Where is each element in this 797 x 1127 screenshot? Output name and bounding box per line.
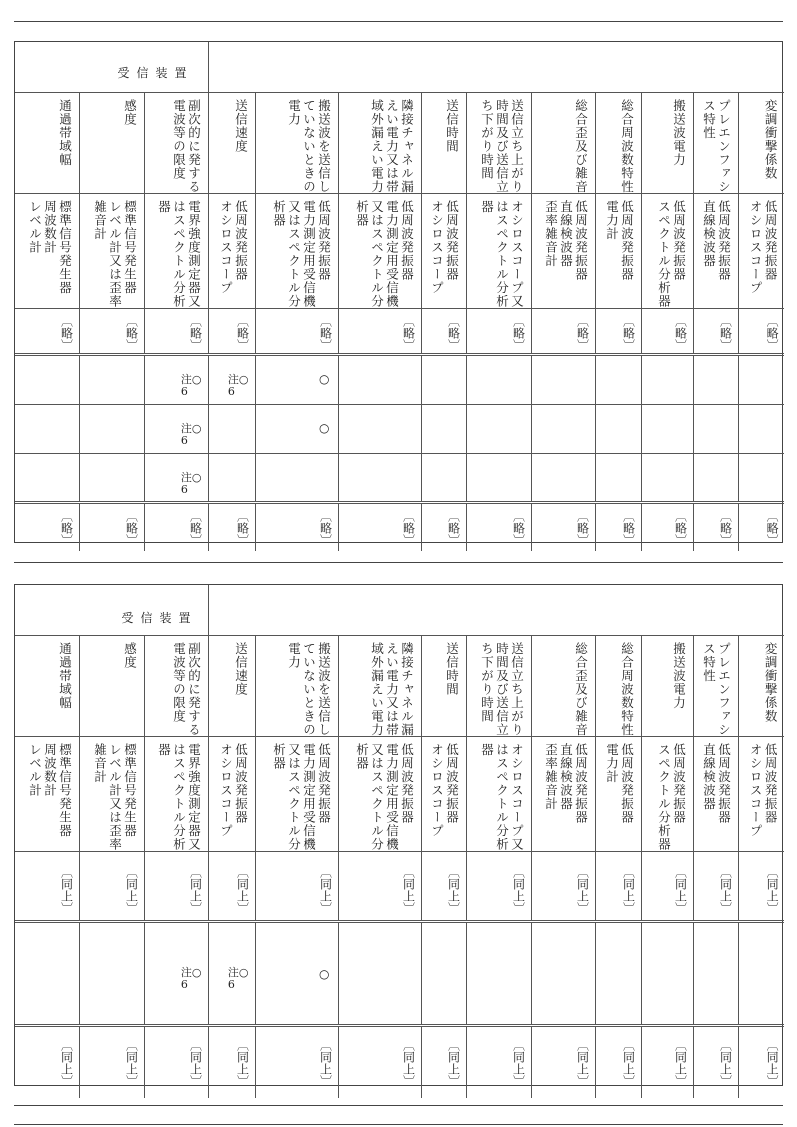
marker: 〔同上〕 — [575, 1039, 590, 1087]
instrument-cell: 電界強度測定器又 はスペクトル分析 器 — [156, 743, 202, 851]
item-header: 送信立ち上がり 時間及び送信立 ち下がり時間 — [479, 98, 525, 193]
item-header: 総合歪及び雑音 — [573, 98, 589, 193]
item-header: 副次的に発する 電波等の限度 — [171, 641, 202, 736]
note-6: 注○ 6 — [227, 966, 249, 991]
marker: 〔同上〕 — [401, 1039, 416, 1087]
item-header: 送信時間 — [444, 98, 460, 153]
marker: 〔同上〕 — [124, 1039, 139, 1087]
item-header: 隣接チャネル漏 えい電力又は帯 域外漏えい電力 — [369, 641, 415, 736]
marker: 〔同上〕 — [718, 866, 733, 914]
instrument-cell: 低周波発振器 直線検波器 — [701, 200, 732, 281]
system-label: 受信装置 — [117, 66, 194, 80]
applicable-mark: ○ — [319, 967, 330, 981]
note-6: 注○ 6 — [180, 471, 202, 496]
note-6: 注○ 6 — [227, 373, 249, 398]
marker: 〔同上〕 — [718, 1039, 733, 1087]
instrument-cell: 低周波発振器 オシロスコープ — [748, 743, 779, 838]
bottom-rule-1 — [14, 1105, 783, 1106]
marker: 〔略〕 — [235, 315, 250, 351]
item-header: プレエンファシ ス特性 — [701, 98, 732, 193]
instrument-cell: 低周波発振器 電力測定用受信機 又はスペクトル分 析器 — [354, 200, 415, 308]
marker: 〔略〕 — [673, 510, 688, 546]
marker: 〔同上〕 — [765, 866, 780, 914]
marker: 〔同上〕 — [235, 866, 250, 914]
item-header: 変調衝撃係数 — [763, 98, 779, 180]
instrument-cell: 標準信号発生器 レベル計又は歪率 雑音計 — [92, 200, 138, 308]
item-header: 送信速度 — [233, 98, 249, 153]
item-header: 感度 — [122, 98, 138, 126]
instrument-cell: 標準信号発生器 レベル計又は歪率 雑音計 — [92, 743, 138, 851]
instrument-cell: オシロスコープ又 はスペクトル分析 器 — [479, 743, 525, 851]
item-header: 送信速度 — [233, 641, 249, 696]
marker: 〔同上〕 — [124, 866, 139, 914]
marker: 〔略〕 — [188, 315, 203, 351]
item-header: 感度 — [122, 641, 138, 669]
marker: 〔略〕 — [401, 510, 416, 546]
marker: 〔略〕 — [318, 510, 333, 546]
instrument-cell: 低周波発振器 電力計 — [604, 200, 635, 281]
instrument-cell: 標準信号発生器 周波数計 レベル計 — [27, 743, 73, 838]
marker: 〔略〕 — [188, 510, 203, 546]
marker: 〔略〕 — [718, 315, 733, 351]
instrument-cell: 標準信号発生器 周波数計 レベル計 — [27, 200, 73, 295]
instrument-cell: 低周波発振器 オシロスコープ — [748, 200, 779, 295]
marker: 〔同上〕 — [318, 1039, 333, 1087]
instrument-cell: 低周波発振器 オシロスコープ — [429, 743, 460, 838]
marker: 〔同上〕 — [401, 866, 416, 914]
item-header: 総合周波数特性 — [619, 641, 635, 736]
item-header: 副次的に発する 電波等の限度 — [171, 98, 202, 193]
marker: 〔略〕 — [765, 510, 780, 546]
instrument-cell: 低周波発振器 オシロスコープ — [218, 200, 249, 295]
applicable-mark: ○ — [319, 372, 330, 386]
marker: 〔略〕 — [621, 315, 636, 351]
marker: 〔同上〕 — [621, 866, 636, 914]
equipment-table-1 — [14, 41, 783, 546]
item-header: 変調衝撃係数 — [763, 641, 779, 723]
marker: 〔略〕 — [511, 510, 526, 546]
note-6: 注○ 6 — [180, 373, 202, 398]
instrument-cell: オシロスコープ又 はスペクトル分析 器 — [479, 200, 525, 308]
marker: 〔略〕 — [575, 510, 590, 546]
marker: 〔同上〕 — [446, 866, 461, 914]
marker: 〔同上〕 — [188, 1039, 203, 1087]
applicable-mark: ○ — [319, 421, 330, 435]
item-header: 総合歪及び雑音 — [573, 641, 589, 736]
item-header: 搬送波を送信し ていないときの 電力 — [286, 641, 332, 736]
marker: 〔略〕 — [59, 510, 74, 546]
instrument-cell: 低周波発振器 電力測定用受信機 又はスペクトル分 析器 — [354, 743, 415, 851]
item-header: 隣接チャネル漏 えい電力又は帯 域外漏えい電力 — [369, 98, 415, 193]
instrument-cell: 低周波発振器 直線検波器 — [701, 743, 732, 824]
marker: 〔略〕 — [621, 510, 636, 546]
marker: 〔同上〕 — [235, 1039, 250, 1087]
bottom-rule-2 — [14, 1124, 783, 1125]
marker: 〔同上〕 — [673, 1039, 688, 1087]
instrument-cell: 低周波発振器 オシロスコープ — [218, 743, 249, 838]
marker: 〔同上〕 — [188, 866, 203, 914]
item-header: 送信時間 — [444, 641, 460, 696]
marker: 〔同上〕 — [511, 866, 526, 914]
instrument-cell: 低周波発振器 オシロスコープ — [429, 200, 460, 295]
instrument-cell: 低周波発振器 電力計 — [604, 743, 635, 824]
item-header: 送信立ち上がり 時間及び送信立 ち下がり時間 — [479, 641, 525, 736]
marker: 〔略〕 — [575, 315, 590, 351]
item-header: 搬送波電力 — [671, 641, 687, 709]
item-header: 搬送波を送信し ていないときの 電力 — [286, 98, 332, 193]
marker: 〔同上〕 — [511, 1039, 526, 1087]
note-6: 注○ 6 — [180, 422, 202, 447]
system-label: 受信装置 — [121, 611, 198, 625]
marker: 〔略〕 — [124, 510, 139, 546]
item-header: 通過帯域幅 — [57, 98, 73, 166]
item-header: 総合周波数特性 — [619, 98, 635, 193]
marker: 〔略〕 — [59, 315, 74, 351]
marker: 〔同上〕 — [59, 866, 74, 914]
marker: 〔同上〕 — [673, 866, 688, 914]
instrument-cell: 低周波発振器 電力測定用受信機 又はスペクトル分 析器 — [271, 200, 332, 308]
marker: 〔同上〕 — [318, 866, 333, 914]
marker: 〔略〕 — [124, 315, 139, 351]
instrument-cell: 低周波発振器 スペクトル分析器 — [656, 743, 687, 851]
item-header: 搬送波電力 — [671, 98, 687, 166]
marker: 〔同上〕 — [59, 1039, 74, 1087]
marker: 〔略〕 — [511, 315, 526, 351]
mid-rule-1 — [14, 562, 783, 563]
instrument-cell: 低周波発振器 スペクトル分析器 — [656, 200, 687, 308]
marker: 〔略〕 — [673, 315, 688, 351]
marker: 〔同上〕 — [575, 866, 590, 914]
marker: 〔同上〕 — [621, 1039, 636, 1087]
instrument-cell: 低周波発振器 直線検波器 歪率雑音計 — [543, 743, 589, 824]
note-6: 注○ 6 — [180, 966, 202, 991]
marker: 〔略〕 — [235, 510, 250, 546]
top-rule-1 — [14, 21, 783, 22]
marker: 〔略〕 — [401, 315, 416, 351]
item-header: プレエンファシ ス特性 — [701, 641, 732, 736]
marker: 〔同上〕 — [446, 1039, 461, 1087]
marker: 〔略〕 — [446, 315, 461, 351]
marker: 〔略〕 — [446, 510, 461, 546]
marker: 〔同上〕 — [765, 1039, 780, 1087]
instrument-cell: 低周波発振器 直線検波器 歪率雑音計 — [543, 200, 589, 281]
marker: 〔略〕 — [765, 315, 780, 351]
instrument-cell: 低周波発振器 電力測定用受信機 又はスペクトル分 析器 — [271, 743, 332, 851]
marker: 〔略〕 — [318, 315, 333, 351]
instrument-cell: 電界強度測定器又 はスペクトル分析 器 — [156, 200, 202, 308]
equipment-table-2 — [14, 584, 783, 1086]
marker: 〔略〕 — [718, 510, 733, 546]
item-header: 通過帯域幅 — [57, 641, 73, 709]
